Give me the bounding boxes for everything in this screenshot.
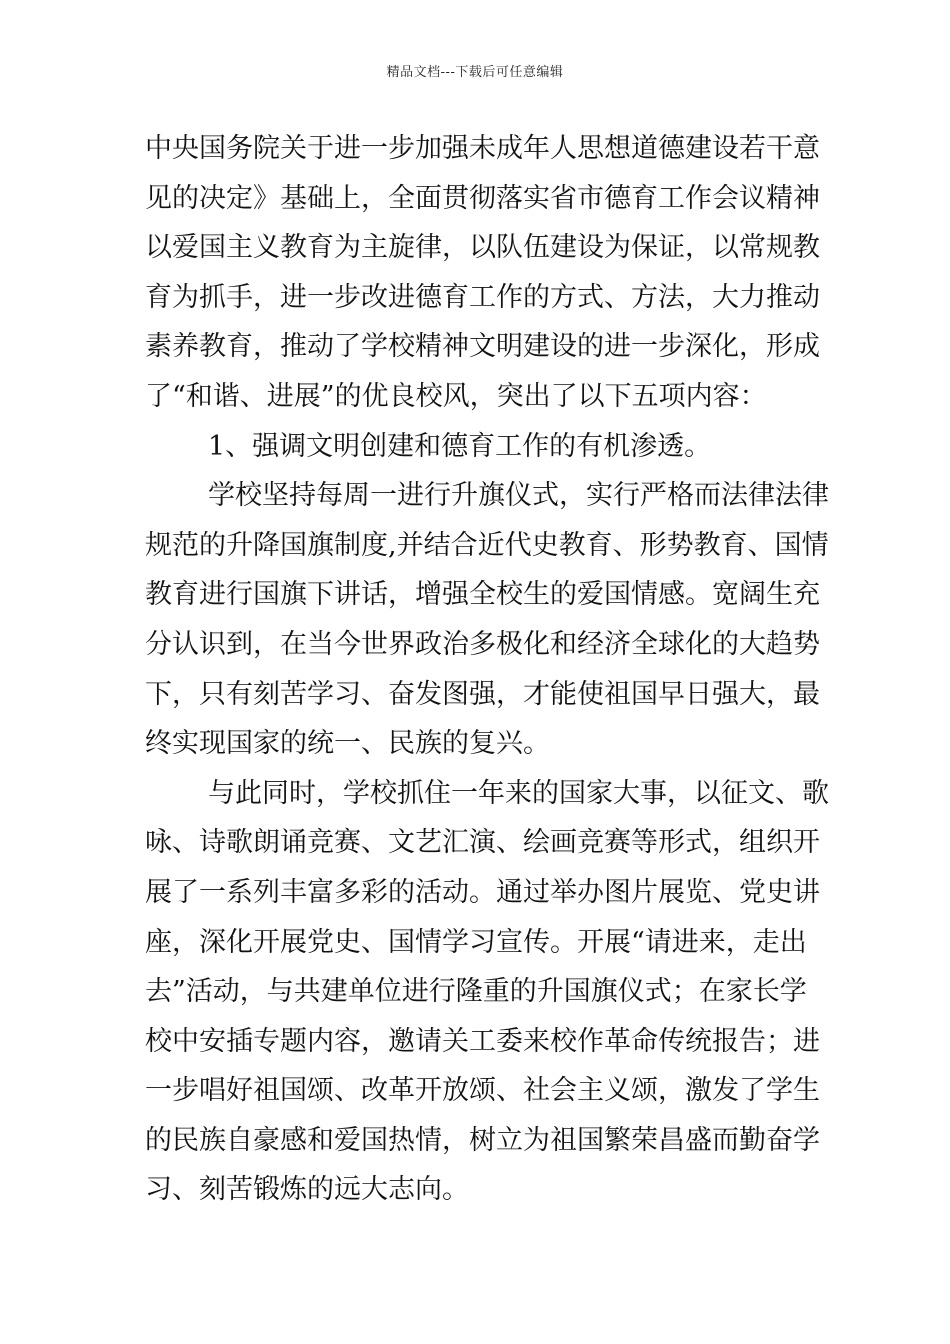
text-line: 学校坚持每周一进行升旗仪式，实行严格而法律法律	[208, 480, 829, 512]
paragraph-4	[145, 769, 829, 1215]
text-line: 座，深化开展党史、国情学习宣传。开展“请进来，走出	[145, 926, 807, 958]
text-line: 校中安插专题内容，邀请关工委来校作革命传统报告；进	[145, 1025, 820, 1057]
paragraph-1	[145, 124, 820, 422]
text-line: 与此同时，学校抓住一年来的国家大事，以征文、歌	[208, 777, 829, 809]
text-line: 见的决定》基础上，全面贯彻落实省市德育工作会议精神	[145, 182, 820, 214]
text-line: 终实现国家的统一、民族的复兴。	[145, 728, 550, 760]
page-header: 精品文档---下载后可任意编辑	[386, 65, 564, 80]
text-line: 下，只有刻苦学习、奋发图强，才能使祖国早日强大，最	[145, 678, 820, 710]
text-line: 素养教育，推动了学校精神文明建设的进一步深化，形成	[145, 331, 820, 363]
paragraph-2	[145, 422, 805, 472]
section-heading: 1、强调文明创建和德育工作的有机渗透。	[208, 430, 712, 462]
text-line: 以爱国主义教育为主旋律，以队伍建设为保证，以常规教	[145, 232, 820, 264]
text-line: 一步唱好祖国颂、改革开放颂、社会主义颂，激发了学生	[145, 1075, 820, 1107]
text-line: 习、刻苦锻炼的远大志向。	[145, 1174, 469, 1206]
text-line: 展了一系列丰富多彩的活动。通过举办图片展览、党史讲	[145, 876, 820, 908]
text-line: 的民族自豪感和爱国热情，树立为祖国繁荣昌盛而勤奋学	[145, 1124, 820, 1156]
paragraph-3	[145, 471, 829, 769]
text-line: 育为抓手，进一步改进德育工作的方式、方法，大力推动	[145, 281, 820, 313]
text-line: 教育进行国旗下讲话，增强全校生的爱国情感。宽阔生充	[145, 579, 820, 611]
text-line: 分认识到，在当今世界政治多极化和经济全球化的大趋势	[145, 628, 820, 660]
text-line: 了“和谐、进展”的优良校风，突出了以下五项内容：	[145, 380, 767, 412]
text-line: 咏、诗歌朗诵竞赛、文艺汇演、绘画竞赛等形式，组织开	[145, 827, 820, 859]
text-line: 中央国务院关于进一步加强未成年人思想道德建设若干意	[145, 133, 820, 164]
text-line: 去”活动，与共建单位进行隆重的升国旗仪式；在家长学	[145, 976, 807, 1008]
text-line: 规范的升降国旗制度,并结合近代史教育、形势教育、国情	[145, 529, 829, 561]
document-body	[145, 124, 829, 1215]
